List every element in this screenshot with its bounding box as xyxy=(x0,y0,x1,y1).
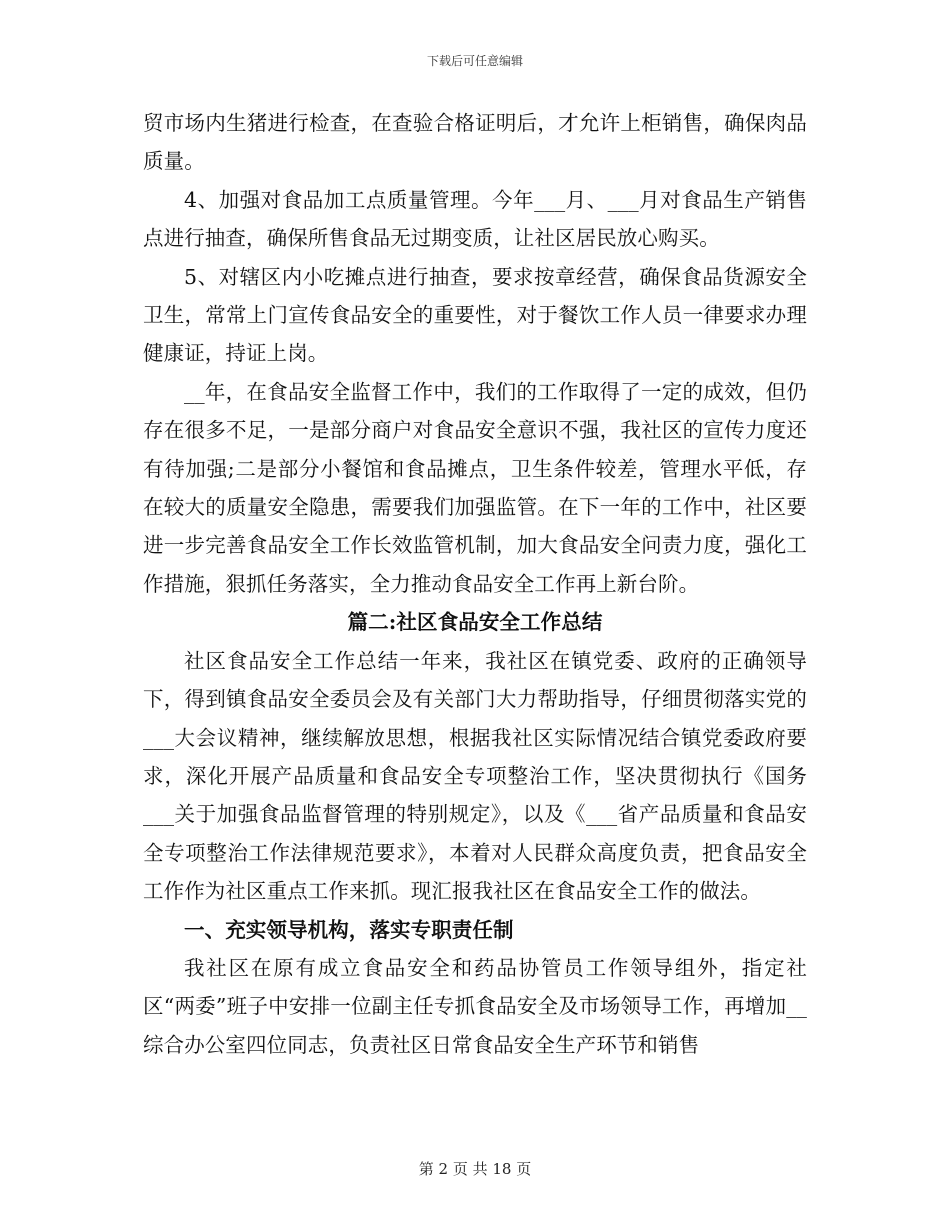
document-body xyxy=(143,104,807,1064)
paragraph-item-4: 4、加强对食品加工点质量管理。今年___月、___月对食品生产销售点进行抽查，确保所售食品无过期变质，让社区居民放心购买。 xyxy=(143,187,807,251)
paragraph-body: 我社区在原有成立食品安全和药品协管员工作领导组外，指定社区“两委”班子中安排一位副主任专抓食品安全及市场领导工作，再增加__综合办公室四位同志，负责社区日常食品安全生产环节和销售 xyxy=(143,955,807,1057)
paragraph-continuation: 贸市场内生猪进行检查，在查验合格证明后，才允许上柜销售，确保肉品质量。 xyxy=(143,111,807,174)
paragraph-summary: __年，在食品安全监督工作中，我们的工作取得了一定的成效，但仍存在很多不足，一是部分商户对食品安全意识不强，我社区的宣传力度还有待加强;二是部分小餐馆和食品摊点，卫生条件较差，管理水平低，存在较大的质量安全隐患，需要我们加强监管。在下一年的工作中，社区要进一步完善食品安全工作长效监管机制，加大食品安全问责力度，强化工作措施，狠抓任务落实，全力推动食品安全工作再上新台阶。 xyxy=(143,379,807,596)
section-title: 篇二:社区食品安全工作总结 xyxy=(347,610,603,635)
page-footer: 第 2 页 共 18 页 xyxy=(418,1160,532,1178)
paragraph-item-5: 5、对辖区内小吃摊点进行抽查，要求按章经营，确保食品货源安全卫生，常常上门宣传食品安全的重要性，对于餐饮工作人员一律要求办理健康证，持证上岗。 xyxy=(143,264,807,366)
paragraph-intro: 社区食品安全工作总结一年来，我社区在镇党委、政府的正确领导下，得到镇食品安全委员会及有关部门大力帮助指导，仔细贯彻落实党的___大会议精神，继续解放思想，根据我社区实际情况结合镇党委政府要求，深化开展产品质量和食品安全专项整治工作，坚决贯彻执行《国务___关于加强食品监督管理的特别规定》，以及《___省产品质量和食品安全专项整治工作法律规范要求》，本着对人民群众高度负责，把食品安全工作作为社区重点工作来抓。现汇报我社区在食品安全工作的做法。 xyxy=(143,648,807,904)
sub-heading: 一、充实领导机构，落实专职责任制 xyxy=(184,917,514,942)
page-header: 下载后可任意编辑 xyxy=(426,54,523,68)
